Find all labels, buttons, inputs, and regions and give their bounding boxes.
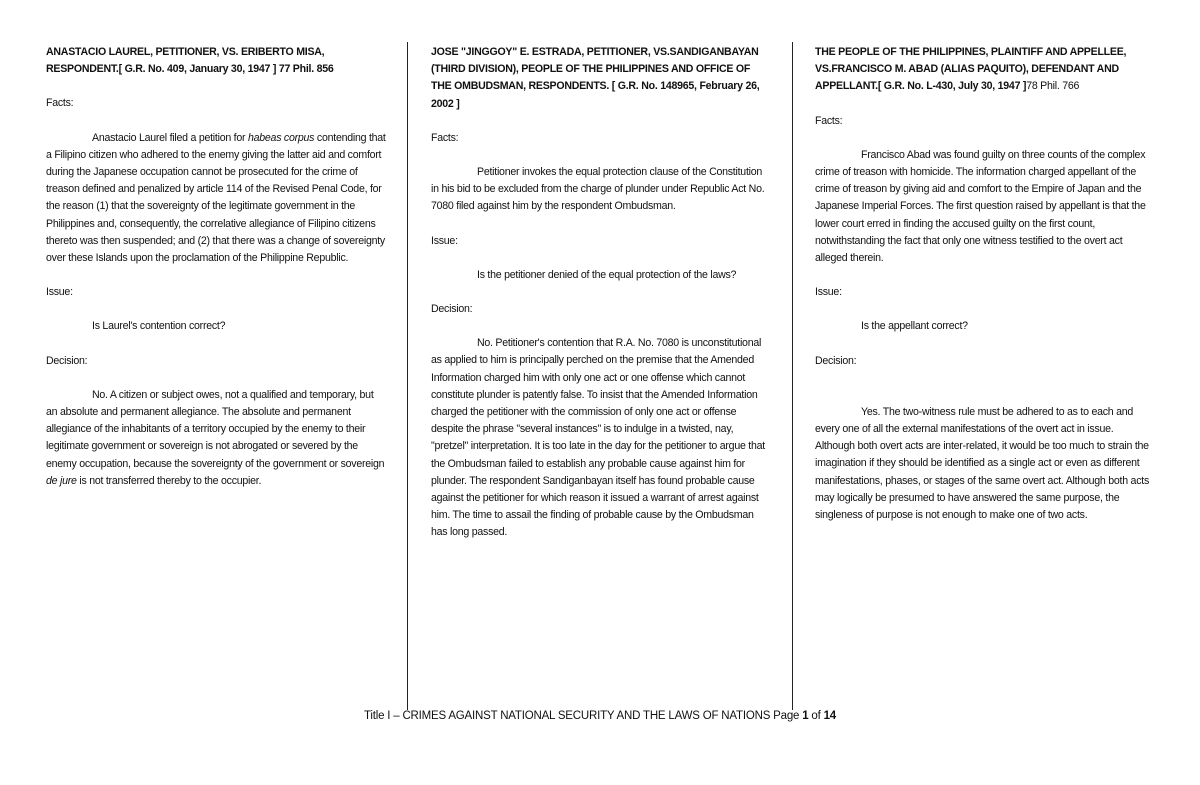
- footer-of: of: [808, 710, 824, 722]
- decision-text: No. Petitioner's contention that R.A. No. 7080 is unconstitutional as applied to him is principally perched on the premise that the Amended Information charged him with only one act or one offense which cannot constitute plunder is patently false. To insist that the Amended Information charged the petitioner with the commission of only one act or offense despite the phrase "several instances" is to indulge in a twisted, nay, "pretzel" interpretation. It is too late in the day for the petitioner to argue that the Ombudsman failed to establish any probable cause against him for plunder. The respondent Sandiganbayan itself has found probable cause against the petitioner for which reason it issued a warrant of arrest against him. The time to assail the finding of probable cause by the Ombudsman has long passed.: [431, 337, 765, 539]
- current-page-number: 1: [802, 710, 809, 722]
- decision-label: Decision:: [431, 303, 473, 316]
- facts-label: Facts:: [431, 131, 459, 144]
- page-footer: [0, 710, 1200, 722]
- column-divider-left: [407, 42, 408, 710]
- issue-label: Issue:: [815, 286, 842, 299]
- issue-text: Is the appellant correct?: [861, 320, 968, 333]
- case-column-estrada: [431, 44, 771, 542]
- case-column-abad: [815, 44, 1155, 524]
- decision-text: No. A citizen or subject owes, not a qualified and temporary, but an absolute and permanent allegiance. The absolute and permanent allegiance of the inhabitants of a territory occupied by the enemy to their legitimate government or sovereign is not abrogated or severed by the enemy occupation, because the sovereignty of the government or sovereign de jure is not transferred thereby to the occupier.: [46, 388, 385, 487]
- decision-label: Decision:: [815, 354, 857, 367]
- case-title: THE PEOPLE OF THE PHILIPPINES, PLAINTIFF AND APPELLEE, VS.FRANCISCO M. ABAD (ALIAS PAQUITO), DEFENDANT AND APPELLANT.[ G.R. No. L-430, July 30, 1947 ]78 Phil. 766: [815, 46, 1127, 93]
- issue-text: Is the petitioner denied of the equal protection of the laws?: [477, 268, 737, 281]
- decision-text: Yes. The two-witness rule must be adhered to as to each and every one of all the external manifestations of the overt act in issue. Although both overt acts are inter-related, it would be too much to strain the imagination if they should be identified as a single act or even as different manifestations, phases, or stages of the same overt act. Although both acts may logically be presumed to have answered the same purpose, the singleness of purpose is not enough to make one of two acts.: [815, 405, 1149, 522]
- case-reporter-citation: 78 Phil. 766: [1026, 80, 1080, 93]
- facts-text: Petitioner invokes the equal protection clause of the Constitution in his bid to be excluded from the charge of plunder under Republic Act No. 7080 filed against him by the respondent Ombudsman.: [431, 166, 765, 213]
- decision-label: Decision:: [46, 354, 88, 367]
- facts-text: Francisco Abad was found guilty on three counts of the complex crime of treason with homicide. The information charged appellant of the crime of treason by giving aid and comfort to the Empire of Japan and the Japanese Imperial Forces. The first question raised by appellant is that the lower court erred in finding the accused guilty on the first count, notwithstanding the fact that only one witness testified to the overt act alleged therein.: [815, 148, 1146, 265]
- case-column-laurel: [46, 44, 386, 490]
- total-pages: 14: [823, 710, 837, 722]
- footer-title: Title I – CRIMES AGAINST NATIONAL SECURITY AND THE LAWS OF NATIONS Page: [363, 710, 803, 722]
- case-title: ANASTACIO LAUREL, PETITIONER, VS. ERIBERTO MISA, RESPONDENT.[ G.R. No. 409, January 30, 1947 ] 77 Phil. 856: [46, 46, 334, 76]
- case-title: JOSE "JINGGOY" E. ESTRADA, PETITIONER, VS.SANDIGANBAYAN (THIRD DIVISION), PEOPLE OF THE PHILIPPINES AND OFFICE OF THE OMBUDSMAN, RESPONDENTS. [ G.R. No. 148965, February 26, 2002 ]: [431, 46, 760, 110]
- issue-label: Issue:: [46, 286, 73, 299]
- facts-text: Anastacio Laurel filed a petition for habeas corpus contending that a Filipino citizen who adhered to the enemy giving the latter aid and comfort during the Japanese occupation cannot be prosecuted for the crime of treason defined and penalized by article 114 of the Revised Penal Code, for the reason (1) that the sovereignty of the legitimate government in the Philippines and, consequently, the correlative allegiance of Filipino citizens thereto was then suspended; and (2) that there was a change of sovereignty over these Islands upon the proclamation of the Philippine Republic.: [46, 131, 386, 265]
- column-divider-right: [792, 42, 793, 710]
- facts-label: Facts:: [46, 97, 74, 110]
- issue-text: Is Laurel's contention correct?: [92, 320, 226, 333]
- issue-label: Issue:: [431, 234, 458, 247]
- facts-label: Facts:: [815, 114, 843, 127]
